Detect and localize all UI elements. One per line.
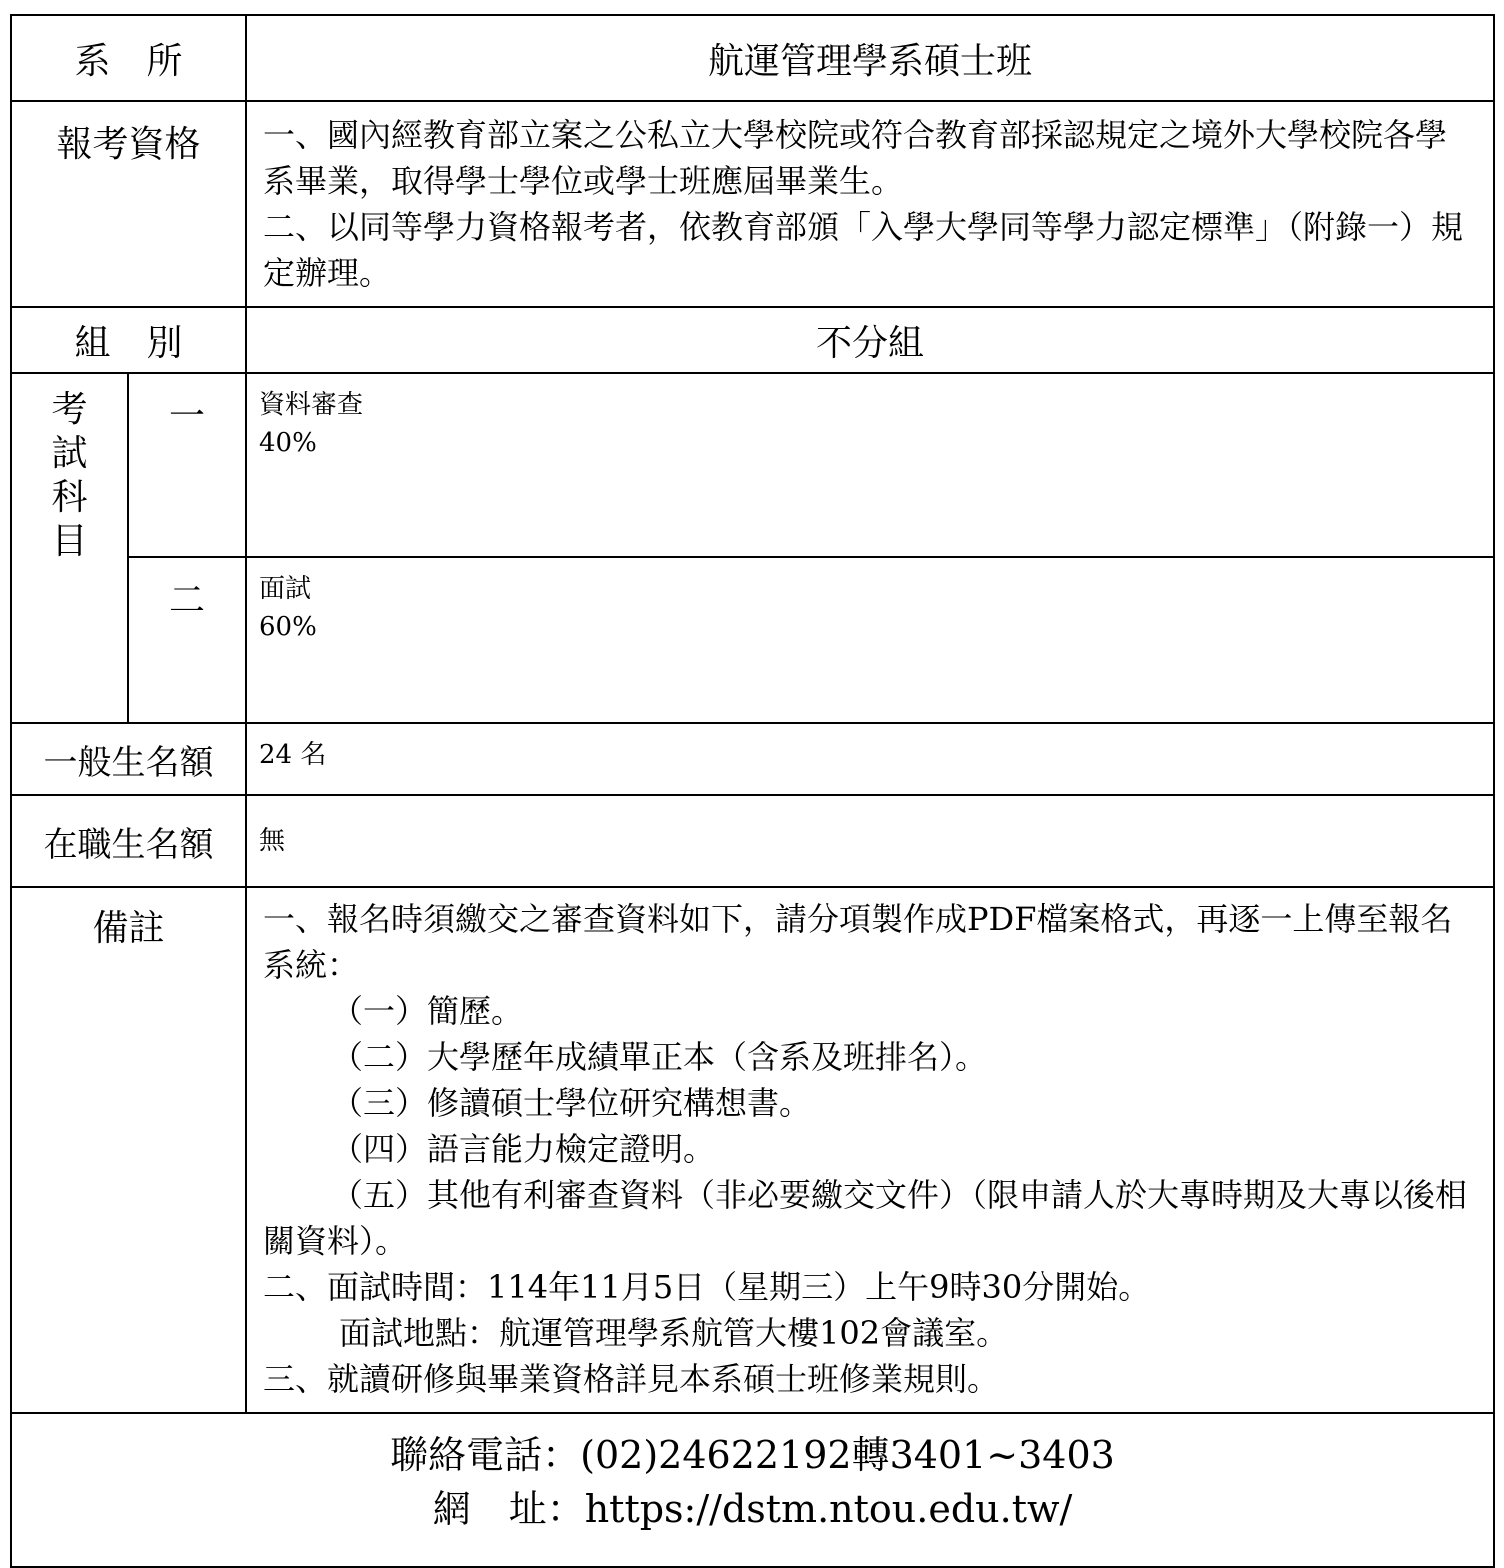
notes-sub-1: （一）簡歷。	[331, 992, 524, 1030]
qualification-line-2: 二、以同等學力資格報考者，依教育部頒「入學大學同等學力認定標準」（附錄一）規定辦理。	[263, 208, 1464, 292]
exam-item-2-number: 二	[128, 557, 246, 723]
exam-item-1-name: 資料審查	[259, 390, 364, 420]
contact-web: 網 址：https://dstm.ntou.edu.tw/	[432, 1487, 1073, 1531]
notes-row	[11, 887, 1494, 1413]
exam-item-2	[246, 557, 1494, 723]
exam-label-char: 科	[51, 477, 88, 518]
notes-line-2: 二、面試時間：114年11月5日（星期三）上午9時30分開始。	[263, 1268, 1151, 1306]
quota-inservice-label: 在職生名額	[11, 795, 246, 887]
notes-sub-5: （五）其他有利審查資料（非必要繳交文件）（限申請人於大專時期及大專以後相關資料）。	[263, 1176, 1468, 1260]
group-row	[11, 307, 1494, 373]
admission-table-wrapper	[10, 14, 1493, 1568]
dept-value: 航運管理學系碩士班	[246, 15, 1494, 101]
quota-inservice-value: 無	[246, 795, 1494, 887]
dept-label: 系 所	[11, 15, 246, 101]
notes-sub-4: （四）語言能力檢定證明。	[331, 1130, 716, 1168]
qualification-label: 報考資格	[11, 101, 246, 307]
notes-content	[246, 887, 1494, 1413]
contact-row	[11, 1413, 1494, 1567]
admission-table	[10, 14, 1495, 1568]
exam-label	[11, 373, 128, 723]
dept-row	[11, 15, 1494, 101]
exam-label-char: 考	[51, 389, 88, 430]
exam-label-char: 目	[51, 521, 88, 562]
exam-item-2-weight: 60%	[259, 612, 317, 642]
notes-sub-3: （三）修讀碩士學位研究構想書。	[331, 1084, 812, 1122]
qualification-line-1: 一、國內經教育部立案之公私立大學校院或符合教育部採認規定之境外大學校院各學系畢業，取得學士學位或學士班應屆畢業生。	[263, 116, 1448, 200]
notes-label: 備註	[11, 887, 246, 1413]
group-value: 不分組	[246, 307, 1494, 373]
exam-row-2	[11, 557, 1494, 723]
notes-line-2b: 面試地點：航運管理學系航管大樓102會議室。	[339, 1314, 1009, 1352]
contact-phone: 聯絡電話：(02)24622192轉3401~3403	[390, 1433, 1115, 1477]
exam-label-char: 試	[51, 433, 88, 474]
notes-line-1: 一、報名時須繳交之審查資料如下，請分項製作成PDF檔案格式，再逐一上傳至報名系統：	[263, 900, 1453, 984]
quota-general-value: 24 名	[246, 723, 1494, 795]
quota-general-row	[11, 723, 1494, 795]
exam-item-1-weight: 40%	[259, 428, 317, 458]
exam-row-1	[11, 373, 1494, 557]
exam-item-1	[246, 373, 1494, 557]
notes-sub-2: （二）大學歷年成績單正本（含系及班排名）。	[331, 1038, 988, 1076]
contact-cell	[11, 1413, 1494, 1567]
group-label: 組 別	[11, 307, 246, 373]
quota-inservice-row	[11, 795, 1494, 887]
qualification-content	[246, 101, 1494, 307]
exam-item-1-number: 一	[128, 373, 246, 557]
notes-line-3: 三、就讀研修與畢業資格詳見本系碩士班修業規則。	[263, 1360, 1000, 1398]
exam-item-2-name: 面試	[259, 574, 312, 604]
quota-general-label: 一般生名額	[11, 723, 246, 795]
qualification-row	[11, 101, 1494, 307]
